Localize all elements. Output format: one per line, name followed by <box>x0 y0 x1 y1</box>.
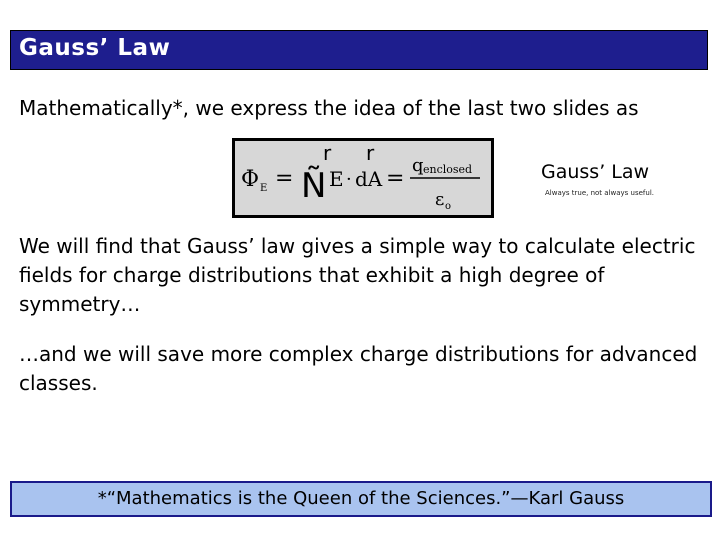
paragraph-advanced: …and we will save more complex charge distributions for advanced classes. <box>19 342 698 395</box>
eq-equals-2: = <box>386 166 405 191</box>
intro-text: Mathematically*, we express the idea of the last two slides as <box>19 96 639 120</box>
footnote-bar <box>10 481 712 517</box>
eq-charge: q <box>412 155 424 176</box>
paragraph-symmetry: We will find that Gauss’ law gives a simple way to calculate electric fields for charge distributions that exhibit a high degree of symmetry… <box>19 234 696 316</box>
equation-box <box>232 138 494 218</box>
eq-field: E <box>329 167 344 191</box>
slide-title: Gauss’ Law <box>19 35 171 61</box>
eq-flux-symbol: Φ <box>241 167 260 192</box>
eq-dot: · <box>346 169 352 190</box>
eq-charge-subscript: enclosed <box>423 163 473 176</box>
gauss-law-equation <box>235 141 491 215</box>
eq-vector-marker-e: r <box>323 141 332 165</box>
eq-flux-subscript: E <box>260 183 268 194</box>
eq-equals-1: = <box>275 166 294 191</box>
eq-permittivity-subscript: o <box>445 201 452 212</box>
eq-permittivity: ε <box>435 189 445 210</box>
title-bar <box>10 30 708 70</box>
footnote-quote: *“Mathematics is the Queen of the Sciences.”—Karl Gauss <box>97 488 625 509</box>
eq-vector-marker-a: r <box>366 141 375 165</box>
equation-note: Always true, not always useful. <box>545 189 654 197</box>
eq-integral-glyph: Ñ <box>301 166 327 206</box>
equation-label: Gauss’ Law <box>541 161 650 183</box>
eq-area-element: dA <box>355 167 383 191</box>
